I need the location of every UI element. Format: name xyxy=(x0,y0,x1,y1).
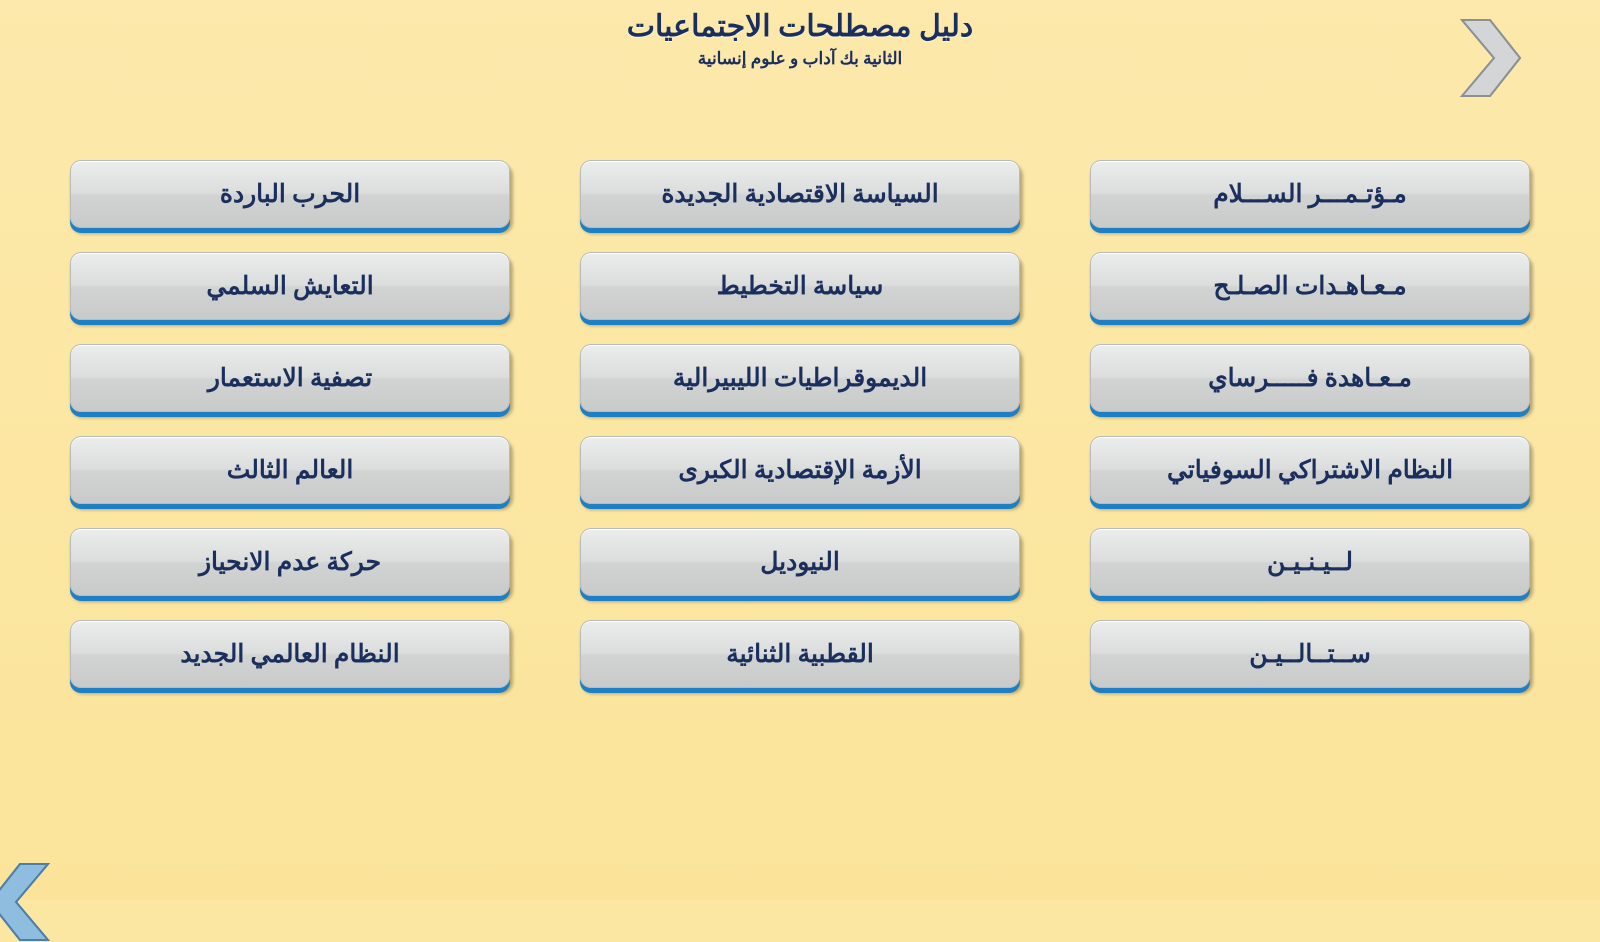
term-label: ســتــالــيـن xyxy=(1249,641,1371,668)
term-button-planning-policy[interactable] xyxy=(580,252,1020,320)
term-button-non-aligned-movement[interactable] xyxy=(70,528,510,596)
terms-grid xyxy=(70,160,1530,688)
term-button-bipolarity[interactable] xyxy=(580,620,1020,688)
page-title: دليل مصطلحات الاجتماعيات xyxy=(626,10,974,43)
page-subtitle: الثانية بك آداب و علوم إنسانية xyxy=(697,48,903,68)
term-label: النيوديل xyxy=(760,549,840,576)
term-label: مـعـاهدة فـــــرساي xyxy=(1208,365,1412,392)
term-button-third-world[interactable] xyxy=(70,436,510,504)
term-label: الحرب الباردة xyxy=(219,181,361,208)
column-middle xyxy=(580,160,1020,688)
term-button-liberal-democracies[interactable] xyxy=(580,344,1020,412)
term-button-soviet-socialist-system[interactable] xyxy=(1090,436,1530,504)
term-label: الأزمة الإقتصادية الكبرى xyxy=(678,457,922,484)
column-left xyxy=(70,160,510,688)
column-right xyxy=(1090,160,1530,688)
term-label: مـعـاهـدات الصـلـح xyxy=(1213,273,1407,300)
term-label: تصفية الاستعمار xyxy=(207,365,373,392)
term-label: القطبية الثنائية xyxy=(726,641,874,668)
term-label: حركة عدم الانحياز xyxy=(198,549,382,576)
term-button-great-depression[interactable] xyxy=(580,436,1020,504)
term-button-new-deal[interactable] xyxy=(580,528,1020,596)
term-label: التعايش السلمي xyxy=(206,273,374,300)
term-label: السياسة الاقتصادية الجديدة xyxy=(661,181,939,208)
term-button-peaceful-coexistence[interactable] xyxy=(70,252,510,320)
slide-header xyxy=(0,10,1600,69)
term-label: سياسة التخطيط xyxy=(716,273,884,300)
term-button-lenin[interactable] xyxy=(1090,528,1530,596)
term-button-peace-treaties[interactable] xyxy=(1090,252,1530,320)
term-button-peace-conference[interactable] xyxy=(1090,160,1530,228)
term-button-new-world-order[interactable] xyxy=(70,620,510,688)
term-label: النظام العالمي الجديد xyxy=(180,641,400,668)
term-label: النظام الاشتراكي السوفياتي xyxy=(1166,457,1454,484)
term-button-new-economic-policy[interactable] xyxy=(580,160,1020,228)
term-button-cold-war[interactable] xyxy=(70,160,510,228)
term-label: الديموقراطيات الليبيرالية xyxy=(672,365,928,392)
term-label: لــيـنـيـن xyxy=(1267,549,1353,576)
term-button-versailles-treaty[interactable] xyxy=(1090,344,1530,412)
term-button-decolonization[interactable] xyxy=(70,344,510,412)
term-label: مـؤتـمـــر الســـلام xyxy=(1213,181,1407,208)
term-button-stalin[interactable] xyxy=(1090,620,1530,688)
term-label: العالم الثالث xyxy=(226,457,354,484)
